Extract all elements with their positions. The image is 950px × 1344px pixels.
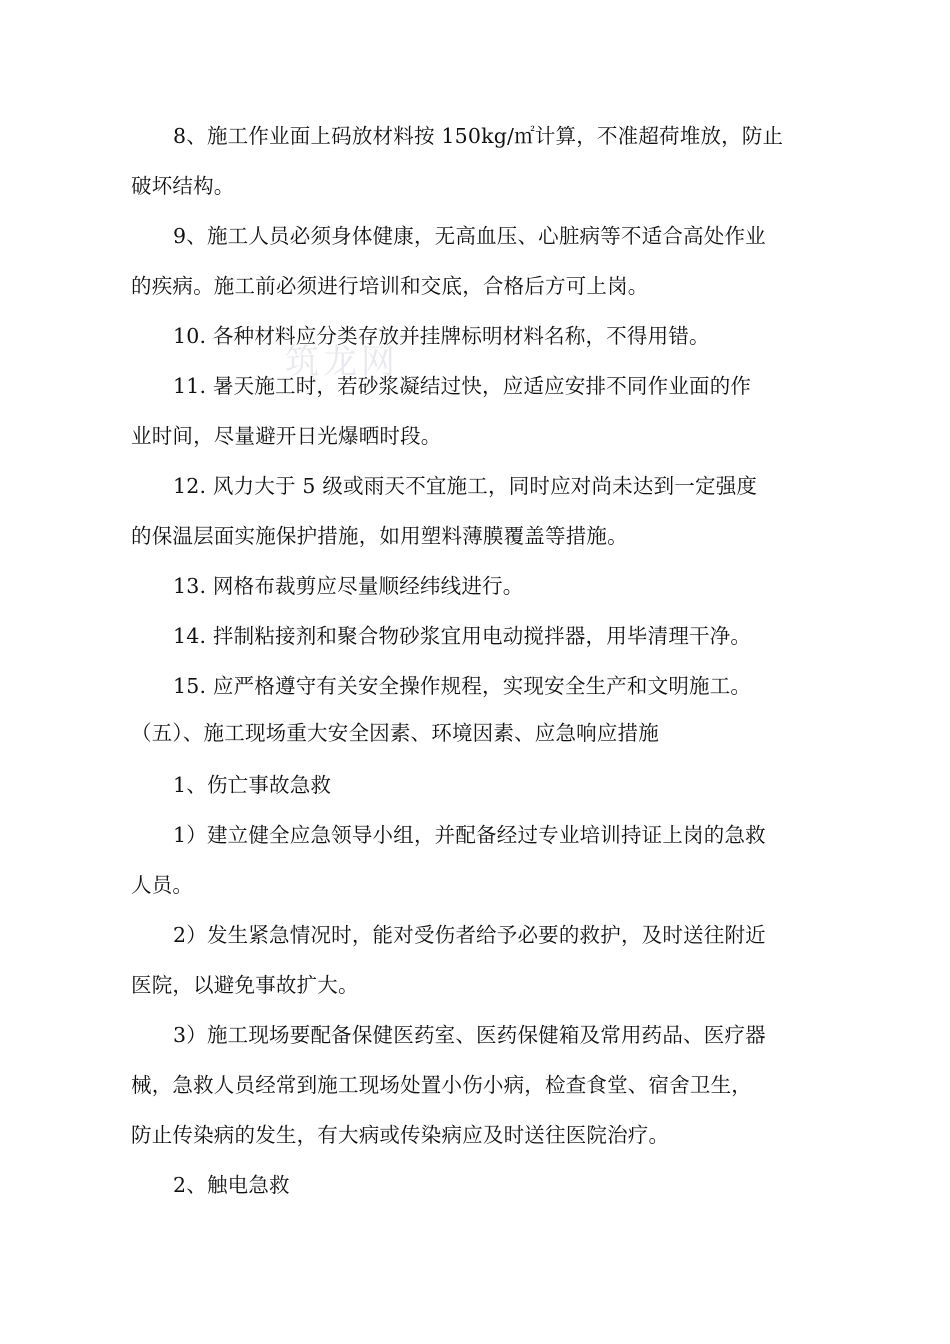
text-line: 11. 暑天施工时，若砂浆凝结过快，应适应安排不同作业面的作	[173, 374, 752, 398]
text-line: 13. 网格布裁剪应尽量顺经纬线进行。	[173, 574, 524, 598]
text-line: 8、施工作业面上码放材料按 150kg/㎡计算，不准超荷堆放，防止	[173, 124, 784, 148]
text-line: 破坏结构。	[131, 174, 235, 198]
text-line: 的疾病。施工前必须进行培训和交底，合格后方可上岗。	[131, 274, 649, 298]
text-line: 医院，以避免事故扩大。	[131, 973, 359, 997]
watermark: 筑龙网	[285, 342, 399, 382]
text-line: 1）建立健全应急领导小组，并配备经过专业培训持证上岗的急救	[173, 823, 766, 847]
text-line: 14. 拌制粘接剂和聚合物砂浆宜用电动搅拌器，用毕清理干净。	[173, 624, 752, 648]
subsection-heading: 1、伤亡事故急救	[173, 773, 332, 797]
text-line: 2）发生紧急情况时，能对受伤者给予必要的救护，及时送往附近	[173, 923, 766, 947]
text-line: 械，急救人员经常到施工现场处置小伤小病，检查食堂、宿舍卫生，	[131, 1073, 752, 1097]
text-line: 防止传染病的发生，有大病或传染病应及时送往医院治疗。	[131, 1123, 670, 1147]
text-line: 15. 应严格遵守有关安全操作规程，实现安全生产和文明施工。	[173, 674, 752, 698]
text-line: 9、施工人员必须身体健康，无高血压、心脏病等不适合高处作业	[173, 224, 766, 248]
text-line: 3）施工现场要配备保健医药室、医药保健箱及常用药品、医疗器	[173, 1023, 766, 1047]
subsection-heading: 2、触电急救	[173, 1173, 290, 1197]
text-line: 人员。	[131, 873, 194, 897]
section-heading: （五）、施工现场重大安全因素、环境因素、应急响应措施	[131, 721, 659, 745]
text-line: 业时间，尽量避开日光爆晒时段。	[131, 424, 442, 448]
text-line: 的保温层面实施保护措施，如用塑料薄膜覆盖等措施。	[131, 524, 628, 548]
text-line: 12. 风力大于 5 级或雨天不宜施工，同时应对尚未达到一定强度	[173, 474, 758, 498]
text-line: 10. 各种材料应分类存放并挂牌标明材料名称，不得用错。	[173, 324, 710, 348]
